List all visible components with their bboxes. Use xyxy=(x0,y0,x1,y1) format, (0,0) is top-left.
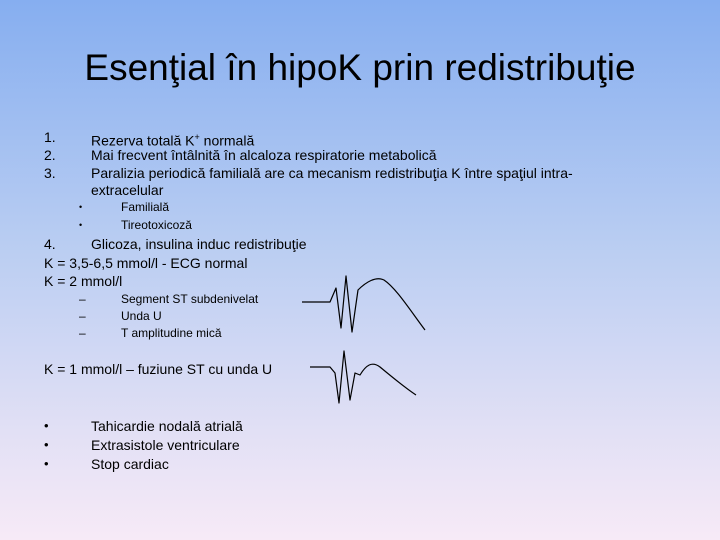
list-item-text: Rezerva totală K xyxy=(91,132,195,149)
potassium-level-2: K = 2 mmol/l xyxy=(44,273,123,289)
list-item: Tahicardie nodală atrială xyxy=(91,418,243,434)
superscript-plus: + xyxy=(194,132,200,142)
list-number: 1. xyxy=(44,129,56,145)
list-item-continuation: extracelular xyxy=(91,182,164,198)
bullet: • xyxy=(79,220,83,230)
list-item: Paralizia periodică familială are ca mecanism redistribuţia K între spaţiul intra- xyxy=(91,165,573,181)
sublist-item: T amplitudine mică xyxy=(121,326,222,340)
sublist-item: Segment ST subdenivelat xyxy=(121,292,259,306)
list-item: Mai frecvent întâlnită în alcaloza respiratorie metabolică xyxy=(91,147,437,163)
potassium-level-normal: K = 3,5-6,5 mmol/l - ECG normal xyxy=(44,255,248,271)
dash: – xyxy=(79,309,86,323)
sublist-item: Tireotoxicoză xyxy=(121,218,192,232)
list-item: Glicoza, insulina induc redistribuţie xyxy=(91,236,307,252)
dash: – xyxy=(79,326,86,340)
list-item: Stop cardiac xyxy=(91,456,169,472)
slide-title: Esenţial în hipoK prin redistribuţie xyxy=(84,47,636,88)
bullet: • xyxy=(79,202,83,212)
ecg-trace-hypokalemia-2mmol xyxy=(300,270,430,335)
bullet: • xyxy=(44,437,49,452)
dash: – xyxy=(79,292,86,306)
list-number: 4. xyxy=(44,236,56,252)
bullet: • xyxy=(44,456,49,471)
sublist-item: Familială xyxy=(121,200,170,214)
list-number: 2. xyxy=(44,147,56,163)
list-number: 3. xyxy=(44,165,56,181)
ecg-trace-hypokalemia-1mmol xyxy=(308,345,420,410)
potassium-level-1: K = 1 mmol/l – fuziune ST cu unda U xyxy=(44,361,273,377)
list-item-text-rest: normală xyxy=(199,132,255,149)
list-item: Extrasistole ventriculare xyxy=(91,437,240,453)
bullet: • xyxy=(44,418,49,433)
sublist-item: Unda U xyxy=(121,309,162,323)
